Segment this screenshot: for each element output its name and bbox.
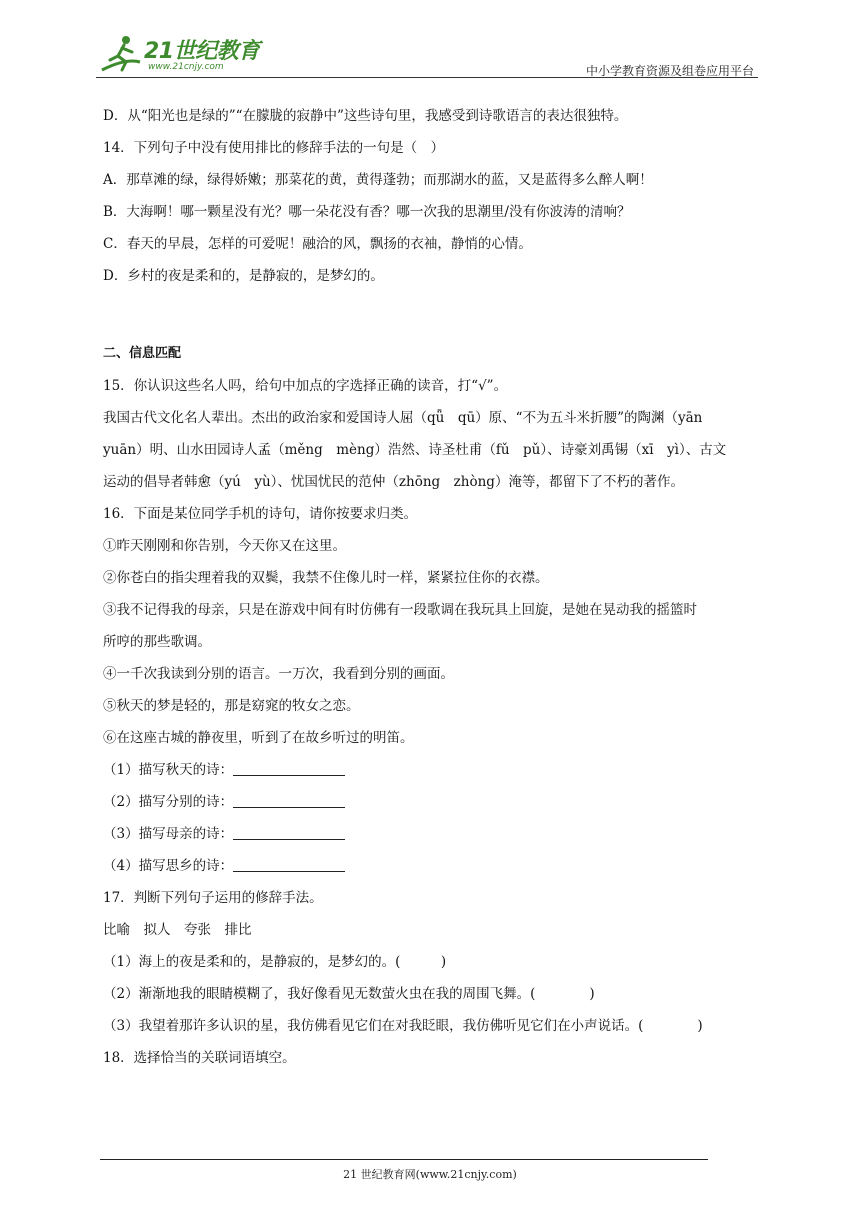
- q15-title: 15．你认识这些名人吗，给句中加点的字选择正确的读音，打“√”。: [103, 378, 508, 394]
- section-title: 二、信息匹配: [103, 346, 182, 361]
- q16-item: （4）描写思乡的诗：: [103, 850, 763, 882]
- answer-blank[interactable]: [233, 761, 345, 776]
- q18-title: 18．选择恰当的关联词语填空。: [103, 1050, 296, 1066]
- q15-passage-line: yuān）明、山水田园诗人孟 ·（měng mèng）浩然、诗圣杜甫 ·（fǔ pǔ）、诗豪刘禹锡 ·（xī yì）、古文: [103, 434, 763, 466]
- q16-title: 16．下面是某位同学手机的诗句，请你按要求归类。: [103, 506, 418, 522]
- q17-item: （1）海上的夜是柔和的，是静寂的，是梦幻的。( ): [103, 954, 447, 970]
- poem-line: ④一千次我读到分别的语言。一万次，我看到分别的画面。: [103, 666, 454, 682]
- dotted-char: 渊 ·: [651, 410, 665, 426]
- poem-line: ①昨天刚刚和你告别，今天你又在这里。: [103, 538, 346, 554]
- logo-url: www.21cnjy.com: [148, 62, 224, 72]
- q14-option-d: D．乡村的夜是柔和的，是静寂的，是梦幻的。: [103, 268, 384, 284]
- answer-blank[interactable]: [233, 825, 345, 840]
- q17-options: 比喻 拟人 夸张 排比: [103, 922, 252, 938]
- poem-line: ⑤秋天的梦是轻的，那是窈窕的牧女之恋。: [103, 698, 360, 714]
- q17-item: （2）渐渐地我的眼睛模糊了，我好像看见无数萤火虫在我的周围飞舞。( ): [103, 986, 595, 1002]
- answer-blank[interactable]: [233, 857, 345, 872]
- poem-line: ③我不记得我的母亲，只是在游戏中间有时仿佛有一段歌调在我玩具上回旋，是她在晃动我的摇篮时: [103, 602, 697, 618]
- dotted-char: 仲 ·: [372, 474, 386, 490]
- q14-option-a: A．那草滩的绿，绿得娇嫩；那菜花的黄，黄得蓬勃；而那湖水的蓝，又是蓝得多么醉人啊！: [103, 172, 653, 188]
- dotted-char: 甫 ·: [469, 442, 483, 458]
- q16-item: （3）描写母亲的诗：: [103, 818, 763, 850]
- dotted-char: 孟 ·: [258, 442, 272, 458]
- q17-item: （3）我望着那许多认识的星，我仿佛看见它们在对我眨眼，我仿佛听见它们在小声说话。( ): [103, 1018, 703, 1034]
- q15-passage-line: 我国古代文化名人辈出。杰出的政治家和爱国诗人屈 ·（qǖ qū）原、“不为五斗米折腰”的陶渊 ·（yān: [103, 402, 763, 434]
- q14-title: 14．下列句子中没有使用排比的修辞手法的一句是（ ）: [103, 140, 445, 156]
- q14-option-c: C．春天的早晨，怎样的可爱呢！融洽的风，飘扬的衣袖，静悄的心情。: [103, 236, 532, 252]
- document-body: [103, 100, 763, 1074]
- q16-item: （1）描写秋天的诗：: [103, 754, 763, 786]
- q13-option-d: D．从“阳光也是绿的”“在朦胧的寂静中”这些诗句里，我感受到诗歌语言的表达很独特。: [103, 108, 628, 124]
- dotted-char: 屈 ·: [400, 410, 414, 426]
- q15-passage-line: 运动的倡导者韩愈 ·（yú yù）、忧国忧民的范仲 ·（zhōng zhòng）淹等，都留下了不朽的著作。: [103, 466, 763, 498]
- page-header: [96, 30, 758, 78]
- poem-line: ⑥在这座古城的静夜里，听到了在故乡听过的明笛。: [103, 730, 414, 746]
- header-divider: [96, 77, 758, 78]
- dotted-char: 愈 ·: [198, 474, 212, 490]
- answer-blank[interactable]: [233, 793, 345, 808]
- poem-line: 所哼的那些歌调。: [103, 634, 211, 650]
- dotted-char: 锡 ·: [615, 442, 629, 458]
- logo-text: 21世纪教育: [144, 39, 260, 64]
- q17-title: 17．判断下列句子运用的修辞手法。: [103, 890, 323, 906]
- poem-line: ②你苍白的指尖理着我的双鬓，我禁不住像儿时一样，紧紧拉住你的衣襟。: [103, 570, 549, 586]
- page-footer: 21 世纪教育网(www.21cnjy.com): [343, 1168, 517, 1181]
- q14-option-b: B．大海啊！哪一颗星没有光？哪一朵花没有香？哪一次我的思潮里/没有你波涛的清响？: [103, 204, 631, 220]
- footer-divider: [100, 1159, 708, 1160]
- platform-name: 中小学教育资源及组卷应用平台: [585, 64, 754, 78]
- q16-item: （2）描写分别的诗：: [103, 786, 763, 818]
